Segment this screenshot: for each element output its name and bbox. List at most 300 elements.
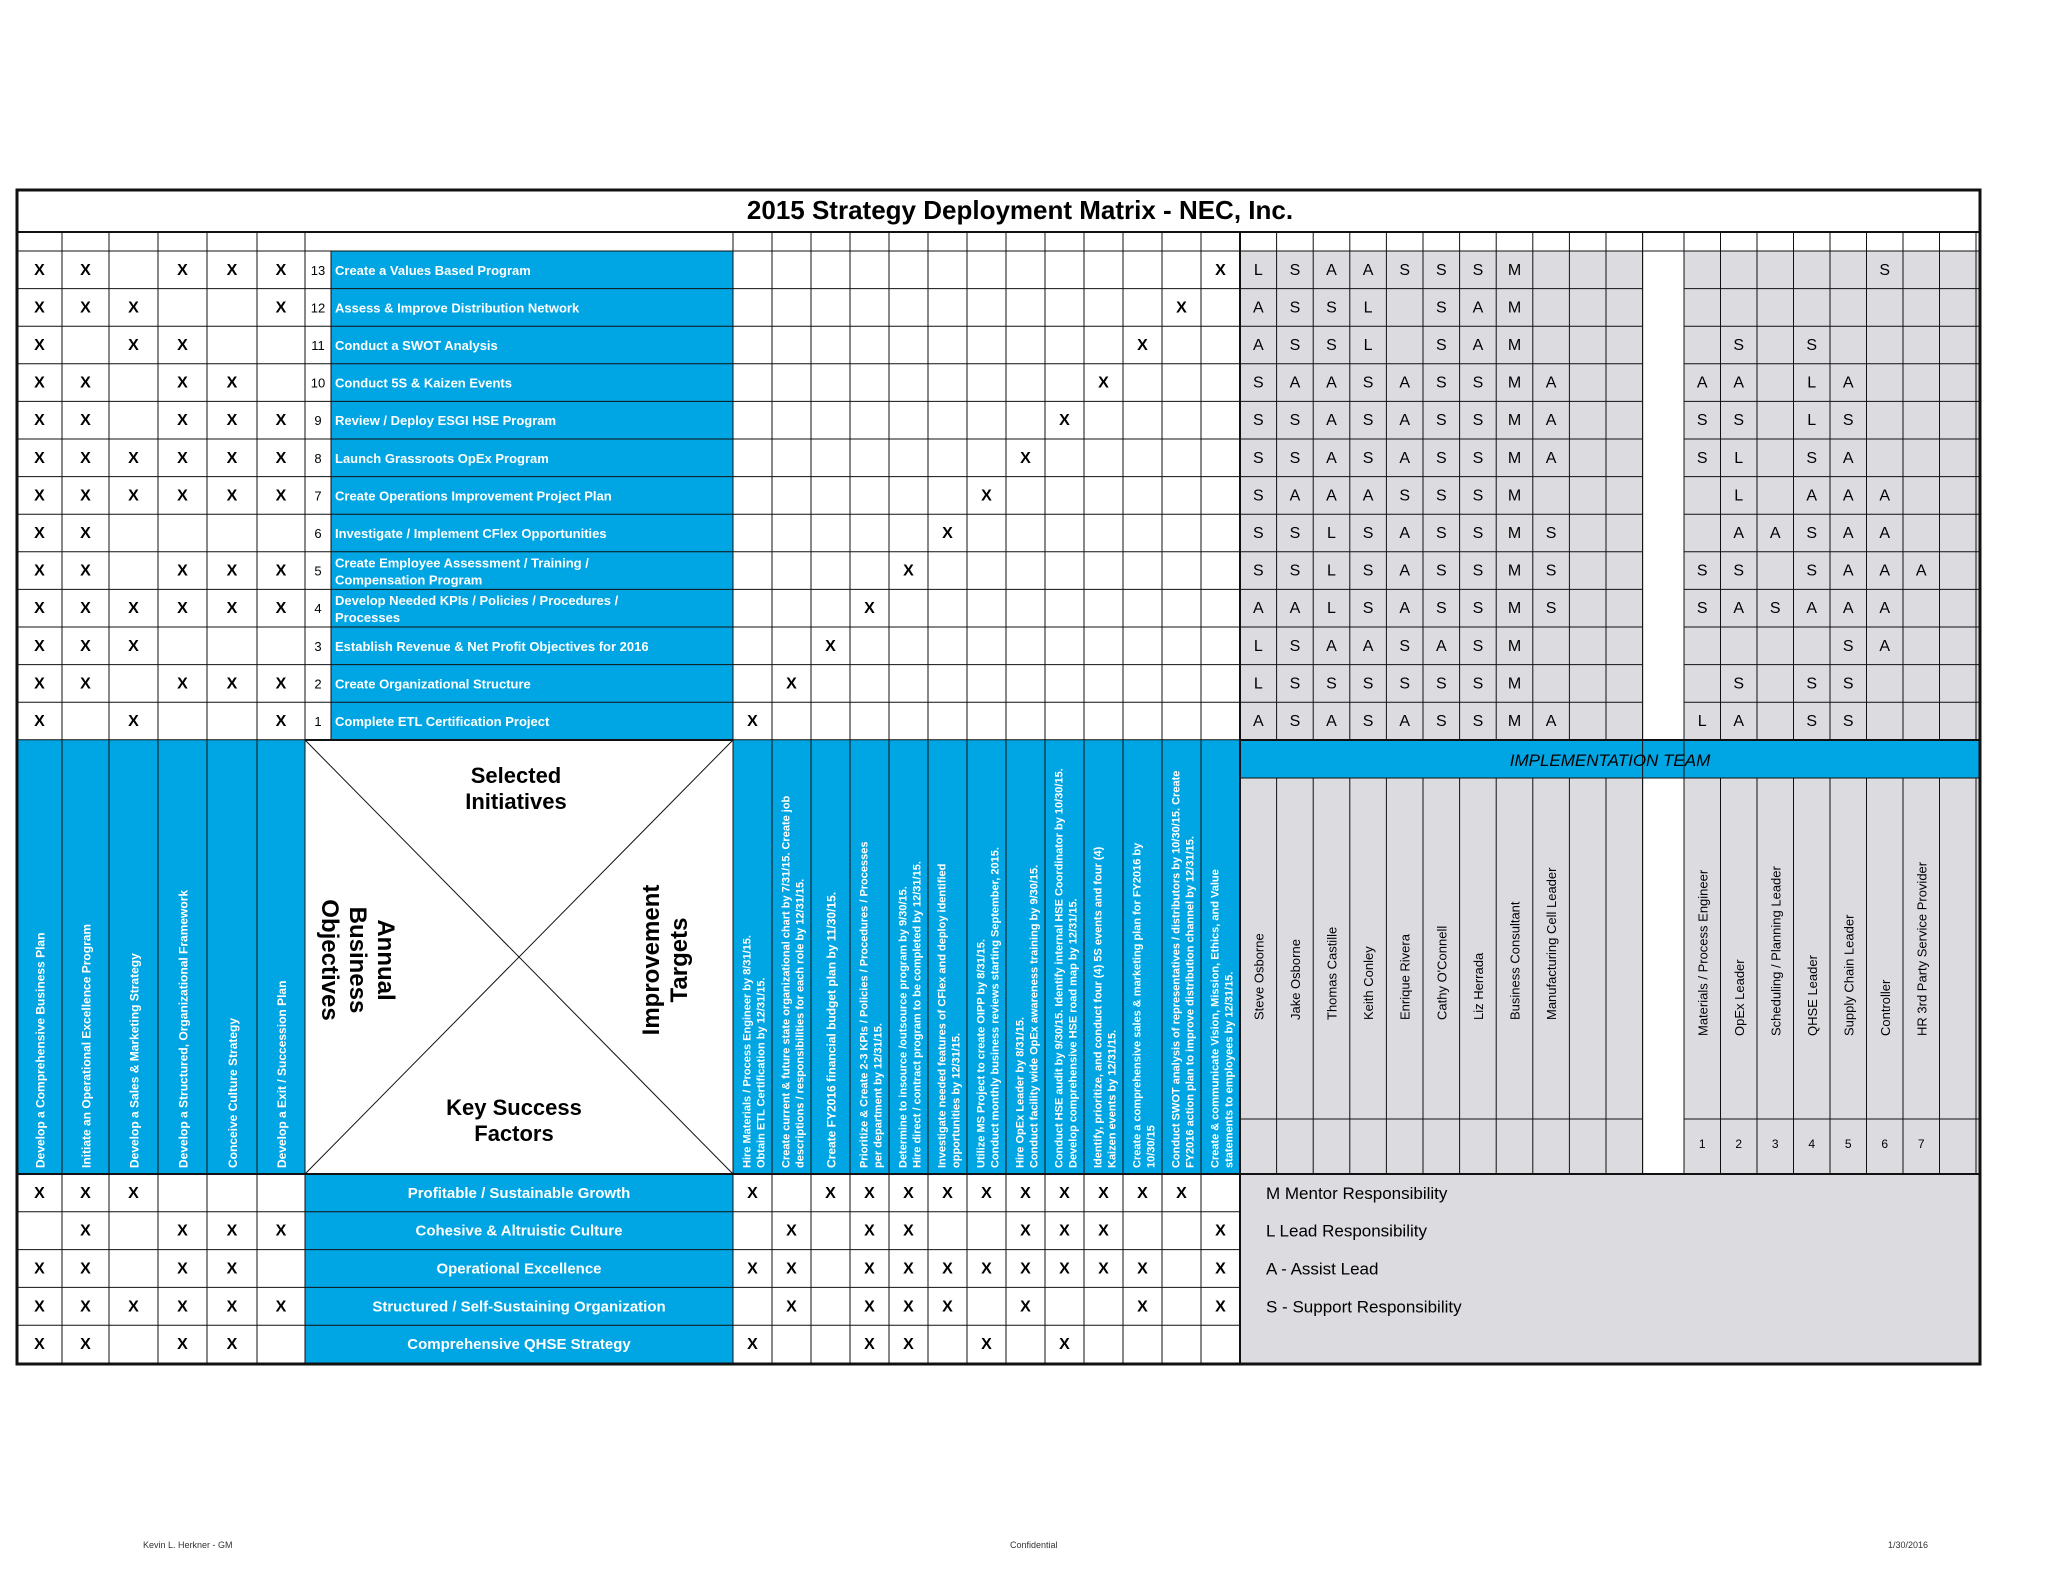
- team-role: A: [1326, 261, 1337, 279]
- ksf-target-mark: X: [903, 1298, 914, 1316]
- initiative-number: 9: [314, 413, 322, 429]
- ksf-target-mark: X: [1098, 1222, 1109, 1240]
- team-member-name: Enrique Rivera: [1397, 934, 1413, 1020]
- team-role: A: [1545, 412, 1557, 430]
- team-role: S: [1472, 637, 1484, 655]
- annual-objective-label: Conceive Culture Strategy: [226, 1017, 240, 1168]
- external-role: S: [1733, 562, 1745, 580]
- team-role: S: [1435, 487, 1447, 505]
- team-role: A: [1252, 299, 1264, 317]
- external-role: S: [1842, 412, 1854, 430]
- improvement-target-label: Create current & future state organizational chart by 7/31/15. Create job: [780, 795, 793, 1168]
- initiative-label: Develop Needed KPIs / Policies / Procedures /: [335, 593, 619, 609]
- objective-mark: X: [128, 299, 139, 317]
- team-role: S: [1435, 713, 1447, 730]
- ksf-objective-mark: X: [80, 1260, 91, 1278]
- team-role: S: [1435, 600, 1447, 618]
- objective-mark: X: [275, 487, 287, 505]
- initiative-label: Launch Grassroots OpEx Program: [335, 450, 549, 466]
- team-role: S: [1252, 412, 1264, 430]
- team-role: S: [1472, 412, 1484, 430]
- ksf-target-mark: X: [1176, 1184, 1187, 1202]
- ksf-target-mark: X: [864, 1184, 875, 1202]
- improvement-target-label: Hire Materials / Process Engineer by 8/31/15.: [741, 935, 754, 1168]
- team-role: S: [1435, 261, 1447, 279]
- objective-mark: X: [34, 261, 45, 279]
- ksf-target-mark: X: [1020, 1184, 1031, 1202]
- team-role: A: [1326, 449, 1337, 467]
- initiative-number: 11: [311, 338, 325, 353]
- team-role: M: [1507, 713, 1522, 730]
- ksf-target-mark: X: [747, 1336, 758, 1354]
- objectives-band: [17, 740, 305, 1174]
- team-role: S: [1399, 675, 1411, 693]
- external-number: 2: [1735, 1137, 1743, 1151]
- external-role: S: [1806, 562, 1818, 580]
- team-role: L: [1253, 675, 1263, 693]
- ksf-objective-mark: X: [80, 1298, 91, 1316]
- improvement-target-label: 10/30/15: [1145, 1125, 1158, 1168]
- ksf-target-mark: X: [903, 1260, 914, 1278]
- team-role: S: [1472, 525, 1484, 542]
- team-role: M: [1507, 412, 1522, 430]
- initiative-label: Assess & Improve Distribution Network: [335, 300, 580, 316]
- external-number: 6: [1881, 1137, 1889, 1151]
- external-role: S: [1733, 337, 1745, 354]
- team-role: A: [1289, 600, 1301, 618]
- team-role: A: [1326, 412, 1337, 430]
- objective-mark: X: [80, 261, 91, 279]
- external-role: A: [1842, 374, 1854, 392]
- ksf-target-mark: X: [903, 1336, 914, 1354]
- objective-mark: X: [80, 449, 91, 467]
- initiative-number: 4: [314, 601, 322, 617]
- objective-mark: X: [275, 675, 287, 693]
- team-role: A: [1399, 449, 1411, 467]
- external-role-name: Materials / Process Engineer: [1695, 869, 1711, 1036]
- team-role: S: [1289, 337, 1301, 354]
- team-role: S: [1252, 449, 1264, 467]
- objective-mark: X: [128, 600, 139, 618]
- external-role: A: [1915, 562, 1927, 580]
- external-role: S: [1696, 562, 1708, 580]
- external-role: A: [1879, 637, 1891, 655]
- objective-mark: X: [80, 374, 91, 392]
- ksf-target-mark: X: [864, 1260, 875, 1278]
- initiative-label: Complete ETL Certification Project: [335, 714, 550, 729]
- implementation-team-header: IMPLEMENTATION TEAM: [1509, 751, 1711, 770]
- ksf-objective-mark: X: [34, 1260, 45, 1278]
- team-role: M: [1507, 600, 1522, 618]
- objective-mark: X: [275, 562, 287, 580]
- team-role: S: [1435, 299, 1447, 317]
- objective-mark: X: [34, 374, 45, 392]
- team-role: M: [1507, 525, 1522, 542]
- team-role: S: [1289, 412, 1301, 430]
- improvement-target-label: Create & communicate Vision, Mission, Ethics, and Value: [1209, 869, 1222, 1168]
- team-role: S: [1289, 562, 1301, 580]
- ksf-objective-mark: X: [80, 1336, 91, 1354]
- team-role: A: [1252, 713, 1264, 730]
- ksf-objective-mark: X: [226, 1298, 238, 1316]
- team-role: A: [1289, 487, 1301, 505]
- objective-mark: X: [177, 675, 188, 693]
- external-role: L: [1734, 449, 1744, 467]
- objective-mark: X: [226, 449, 238, 467]
- improvement-target-label: Kaizen events by 12/31/15.: [1106, 1029, 1119, 1168]
- external-role: A: [1879, 562, 1891, 580]
- objective-mark: X: [275, 412, 287, 430]
- footer-right: 1/30/2016: [1888, 1540, 1929, 1550]
- team-role: S: [1289, 299, 1301, 317]
- external-role: A: [1842, 600, 1854, 618]
- team-member-name: Keith Conley: [1361, 946, 1377, 1020]
- external-role-name: QHSE Leader: [1804, 955, 1820, 1036]
- team-role: A: [1472, 337, 1484, 354]
- external-role: A: [1696, 374, 1708, 392]
- annual-objective-label: Develop a Exit / Succession Plan: [275, 980, 289, 1168]
- target-mark: X: [1176, 299, 1187, 317]
- matrix-title: 2015 Strategy Deployment Matrix - NEC, Inc.: [746, 195, 1294, 225]
- external-role: S: [1806, 337, 1818, 354]
- ksf-target-mark: X: [1215, 1298, 1226, 1316]
- ksf-objective-mark: X: [34, 1184, 45, 1202]
- footer-center: Confidential: [1010, 1540, 1058, 1550]
- team-role: S: [1472, 374, 1484, 392]
- objective-mark: X: [226, 412, 238, 430]
- team-role: S: [1435, 337, 1447, 354]
- initiative-label: Conduct 5S & Kaizen Events: [335, 375, 512, 391]
- external-role: S: [1733, 675, 1745, 693]
- improvement-target-label: descriptions / responsibilities for each role by 12/31/15.: [794, 878, 807, 1168]
- team-role: A: [1252, 600, 1264, 618]
- external-role: A: [1806, 600, 1818, 618]
- initiative-number: 7: [314, 488, 322, 504]
- external-role: A: [1879, 600, 1891, 618]
- team-role: A: [1362, 637, 1374, 655]
- legend-item: S - Support Responsibility: [1266, 1297, 1462, 1317]
- team-member-name: Manufacturing Cell Leader: [1544, 867, 1560, 1020]
- team-role: S: [1326, 299, 1337, 317]
- team-role: S: [1399, 487, 1411, 505]
- improvement-target-label: statements to employees by 12/31/15.: [1223, 971, 1236, 1168]
- initiative-label: Investigate / Implement CFlex Opportunities: [335, 526, 607, 541]
- target-mark: X: [942, 525, 953, 542]
- initiative-label: Review / Deploy ESGI HSE Program: [335, 413, 557, 429]
- objective-mark: X: [34, 487, 45, 505]
- external-role: S: [1842, 713, 1854, 730]
- team-role: S: [1472, 261, 1484, 279]
- team-role: A: [1326, 374, 1337, 392]
- team-gap: [1643, 251, 1684, 1174]
- external-role: A: [1733, 525, 1745, 542]
- external-role: L: [1807, 412, 1817, 430]
- team-role: S: [1289, 637, 1301, 655]
- external-role: S: [1806, 675, 1818, 693]
- ksf-objective-mark: X: [177, 1260, 188, 1278]
- team-role: M: [1507, 562, 1522, 580]
- objective-mark: X: [275, 713, 287, 730]
- team-role: S: [1252, 562, 1264, 580]
- team-role: M: [1507, 487, 1522, 505]
- objective-mark: X: [34, 337, 45, 354]
- team-role: S: [1472, 449, 1484, 467]
- improvement-target-label: Obtain ETL Certification by 12/31/15.: [755, 977, 768, 1168]
- improvement-target-label: Develop comprehensive HSE road map by 12/31/15.: [1067, 898, 1080, 1168]
- external-role: A: [1842, 562, 1854, 580]
- external-role: A: [1842, 487, 1854, 505]
- initiative-number: 5: [314, 563, 322, 579]
- team-member-name: Business Consultant: [1507, 901, 1523, 1020]
- team-role: S: [1289, 449, 1301, 467]
- objective-mark: X: [226, 261, 238, 279]
- team-role: A: [1545, 449, 1557, 467]
- external-role: A: [1879, 487, 1891, 505]
- ksf-target-mark: X: [1059, 1184, 1070, 1202]
- objective-mark: X: [80, 600, 91, 618]
- external-role: S: [1769, 600, 1781, 618]
- objective-mark: X: [34, 412, 45, 430]
- external-role: L: [1734, 487, 1744, 505]
- ksf-target-mark: X: [1020, 1298, 1031, 1316]
- team-role: A: [1326, 713, 1337, 730]
- initiative-label: Create Employee Assessment / Training /: [335, 555, 589, 571]
- ksf-label: Structured / Self-Sustaining Organization: [372, 1298, 666, 1316]
- target-mark: X: [1020, 449, 1031, 467]
- team-role: S: [1362, 412, 1374, 430]
- ksf-objective-mark: X: [128, 1184, 139, 1202]
- team-role: S: [1252, 487, 1264, 505]
- objective-mark: X: [177, 449, 188, 467]
- ksf-target-mark: X: [786, 1222, 797, 1240]
- ksf-target-mark: X: [864, 1298, 875, 1316]
- objective-mark: X: [226, 562, 238, 580]
- ksf-target-mark: X: [1098, 1184, 1109, 1202]
- ksf-objective-mark: X: [275, 1298, 287, 1316]
- objective-mark: X: [177, 600, 188, 618]
- initiative-number: 8: [314, 450, 322, 466]
- team-role: L: [1363, 337, 1373, 354]
- team-grid-bg: [1240, 251, 1980, 740]
- objective-mark: X: [80, 525, 91, 542]
- ksf-label: Profitable / Sustainable Growth: [407, 1184, 631, 1202]
- objective-mark: X: [80, 675, 91, 693]
- improvement-target-label: Utilize MS Project to create OIPP by 8/31/15.: [975, 938, 988, 1168]
- team-member-name: Thomas Castille: [1324, 926, 1340, 1020]
- objective-mark: X: [275, 299, 287, 317]
- team-role: A: [1326, 487, 1337, 505]
- objective-mark: X: [34, 562, 45, 580]
- initiative-number: 13: [310, 262, 326, 278]
- objective-mark: X: [34, 600, 45, 618]
- improvement-target-label: Conduct monthly business reviews starting September, 2015.: [989, 847, 1002, 1168]
- ksf-target-mark: X: [903, 1184, 914, 1202]
- annual-objective-label: Develop a Comprehensive Business Plan: [33, 932, 48, 1168]
- team-role: S: [1545, 600, 1557, 618]
- ksf-target-mark: X: [1137, 1298, 1148, 1316]
- objective-mark: X: [80, 637, 91, 655]
- team-role: A: [1399, 713, 1411, 730]
- ksf-objective-mark: X: [226, 1222, 238, 1240]
- team-role: S: [1435, 562, 1447, 580]
- team-role: A: [1435, 637, 1447, 655]
- objective-mark: X: [34, 675, 45, 693]
- improvement-target-label: per department by 12/31/15.: [872, 1023, 885, 1168]
- initiative-number: 2: [314, 676, 322, 692]
- team-role: S: [1326, 675, 1337, 693]
- external-role: A: [1806, 487, 1818, 505]
- improvement-target-label: Conduct facility wide OpEx awareness training by 9/30/15.: [1028, 864, 1041, 1168]
- initiative-label: Compensation Program: [335, 572, 483, 588]
- team-role: A: [1289, 374, 1301, 392]
- legend-item: L Lead Responsibility: [1266, 1221, 1427, 1241]
- ksf-target-mark: X: [903, 1222, 914, 1240]
- team-role: S: [1472, 713, 1484, 730]
- objective-mark: X: [34, 299, 45, 317]
- team-role: A: [1545, 374, 1557, 392]
- ksf-target-mark: X: [747, 1260, 758, 1278]
- external-number: 3: [1771, 1137, 1779, 1151]
- annual-objective-label: Develop a Structured, Organizational Framework: [176, 889, 191, 1168]
- team-member-name: Liz Herrada: [1470, 952, 1486, 1020]
- team-role: S: [1362, 525, 1374, 542]
- external-role: S: [1696, 412, 1708, 430]
- team-role: S: [1545, 562, 1557, 580]
- target-mark: X: [981, 487, 992, 505]
- ksf-target-mark: X: [981, 1336, 992, 1354]
- objective-mark: X: [177, 562, 188, 580]
- objective-mark: X: [34, 713, 45, 730]
- external-number: 5: [1844, 1137, 1852, 1151]
- ksf-target-mark: X: [786, 1298, 797, 1316]
- team-role: S: [1252, 525, 1264, 542]
- objective-mark: X: [34, 449, 45, 467]
- objective-mark: X: [177, 487, 188, 505]
- external-role: L: [1807, 374, 1817, 392]
- initiative-label: Create a Values Based Program: [335, 262, 531, 278]
- external-role: S: [1842, 637, 1854, 655]
- ksf-target-mark: X: [981, 1260, 992, 1278]
- objective-mark: X: [177, 412, 188, 430]
- team-role: S: [1362, 562, 1374, 580]
- target-mark: X: [1059, 412, 1070, 430]
- improvement-target-label: opportunities by 12/31/15.: [950, 1032, 963, 1168]
- team-role: S: [1472, 487, 1484, 505]
- team-role: M: [1507, 374, 1522, 392]
- ksf-target-mark: X: [747, 1184, 758, 1202]
- background-layer: [17, 251, 1980, 1363]
- ksf-objective-mark: X: [177, 1298, 188, 1316]
- objective-mark: X: [34, 525, 45, 542]
- ksf-objective-mark: X: [177, 1336, 188, 1354]
- objective-mark: X: [80, 299, 91, 317]
- initiative-number: 10: [310, 375, 326, 391]
- team-member-name: Jake Osborne: [1287, 939, 1303, 1020]
- initiative-number: 1: [314, 714, 322, 729]
- team-role: A: [1472, 299, 1484, 317]
- initiative-label: Create Organizational Structure: [335, 676, 531, 692]
- team-role: A: [1399, 412, 1411, 430]
- center-left-label: AnnualBusinessObjectives: [316, 899, 399, 1021]
- team-role: M: [1507, 261, 1522, 279]
- improvement-target-label: Hire OpEx Leader by 8/31/15.: [1014, 1016, 1027, 1168]
- target-mark: X: [825, 637, 836, 655]
- team-role: S: [1472, 562, 1484, 580]
- target-mark: X: [747, 713, 758, 730]
- target-mark: X: [1098, 374, 1109, 392]
- ksf-target-mark: X: [1137, 1260, 1148, 1278]
- objective-mark: X: [275, 600, 287, 618]
- improvement-target-label: Conduct HSE audit by 9/30/15. Identify internal HSE Coordinator by 10/30/15.: [1053, 768, 1066, 1168]
- objective-mark: X: [226, 675, 238, 693]
- team-role: L: [1327, 525, 1336, 542]
- improvement-target-label: Investigate needed features of CFlex and deploy identified: [936, 863, 949, 1168]
- ksf-label: Comprehensive QHSE Strategy: [407, 1336, 631, 1354]
- ksf-objective-mark: X: [177, 1222, 188, 1240]
- external-role: S: [1696, 449, 1708, 467]
- team-role: A: [1399, 374, 1411, 392]
- team-role: L: [1253, 637, 1263, 655]
- ksf-objective-mark: X: [80, 1222, 91, 1240]
- external-role: S: [1806, 449, 1818, 467]
- team-role: S: [1362, 600, 1374, 618]
- initiative-label: Conduct a SWOT Analysis: [335, 338, 498, 353]
- objective-mark: X: [275, 261, 287, 279]
- ksf-target-mark: X: [942, 1298, 953, 1316]
- initiative-label: Establish Revenue & Net Profit Objectives for 2016: [335, 638, 649, 654]
- target-mark: X: [786, 675, 797, 693]
- objective-mark: X: [128, 337, 139, 354]
- external-role: A: [1879, 525, 1891, 542]
- ksf-objective-mark: X: [34, 1298, 45, 1316]
- target-mark: X: [1215, 261, 1226, 279]
- improvement-target-label: Determine to insource /outsource program by 9/30/15.: [897, 886, 910, 1168]
- center-bottom-label: Key Success Factors: [446, 1095, 582, 1146]
- external-role: L: [1697, 713, 1707, 730]
- team-role: S: [1362, 713, 1374, 730]
- ksf-objective-mark: X: [34, 1336, 45, 1354]
- ksf-target-mark: X: [864, 1336, 875, 1354]
- ksf-target-mark: X: [1020, 1260, 1031, 1278]
- team-role: M: [1507, 449, 1522, 467]
- initiative-number: 12: [310, 300, 326, 316]
- team-role: S: [1435, 412, 1447, 430]
- ksf-objective-mark: X: [80, 1184, 91, 1202]
- team-role: S: [1362, 675, 1374, 693]
- team-role: S: [1362, 374, 1374, 392]
- external-number: 4: [1808, 1137, 1816, 1151]
- ksf-target-mark: X: [786, 1260, 797, 1278]
- ksf-target-mark: X: [942, 1184, 953, 1202]
- annual-objective-label: Initiate an Operational Excellence Program: [79, 923, 94, 1168]
- ksf-target-mark: X: [981, 1184, 992, 1202]
- external-role: S: [1806, 713, 1818, 730]
- team-role: L: [1363, 299, 1373, 317]
- ksf-objective-mark: X: [275, 1222, 287, 1240]
- team-role: S: [1289, 675, 1301, 693]
- objective-mark: X: [275, 449, 287, 467]
- ksf-label: Operational Excellence: [436, 1260, 602, 1278]
- team-role: S: [1326, 337, 1337, 354]
- team-role: A: [1399, 525, 1411, 542]
- team-role: M: [1507, 675, 1522, 693]
- team-role: S: [1399, 637, 1411, 655]
- team-role: A: [1252, 337, 1264, 354]
- external-role-name: Controller: [1877, 979, 1893, 1036]
- team-role: S: [1289, 525, 1301, 542]
- team-role: M: [1507, 637, 1522, 655]
- target-mark: X: [1137, 337, 1148, 354]
